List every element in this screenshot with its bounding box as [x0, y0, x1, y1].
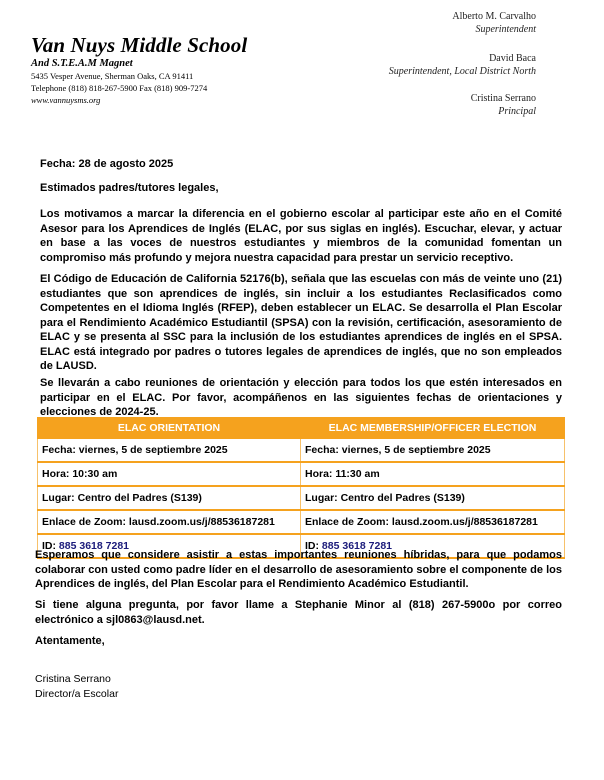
staff-name: David Baca	[489, 53, 536, 64]
table-cell-zoom-link[interactable]: Enlace de Zoom: lausd.zoom.us/j/88536187281	[38, 510, 301, 534]
table-row	[38, 439, 565, 463]
letter-contact-paragraph: Si tiene alguna pregunta, por favor llame a Stephanie Minor al (818) 267-5900o por correo electrónico a sjl0863@lausd.net.	[35, 599, 562, 626]
letter-paragraph: El Código de Educación de California 52176(b), señala que las escuelas con más de veinte uno (21) estudiantes que son aprendices de inglés, sin incluir a los estudiantes Reclasificados como Competentes en el Idioma Inglés (RFEP), deben establecer un ELAC. Se desarrolla el Plan Escolar para el Rendimiento Académico Estudiantil (SPSA) con la revisión, certificación, asesoramiento de ELAC y se presenta al SSC para la inclusión de los estudiantes aprendices de inglés en el SPSA. ELAC está integrado por padres o tutores legales de aprendices de inglés, que no son empleados de LAUSD.	[40, 273, 562, 372]
school-name: Van Nuys Middle School	[31, 33, 248, 57]
staff-superintendent	[452, 10, 536, 36]
staff-role: Superintendent, Local District North	[388, 66, 536, 77]
table-row	[38, 462, 565, 486]
staff-local-district	[389, 52, 536, 78]
letter-paragraph: Los motivamos a marcar la diferencia en el gobierno escolar al participar este año en el Comité Asesor para los Aprendices de Inglés (ELAC, por sus siglas en inglés). Escuchar, elevar, y actuar en base a las voces de nuestros estudiantes y miembros de la comunidad fomentan un compromiso más profundo y mejora nuestra capacidad para prestar un servicio receptivo.	[40, 208, 562, 264]
staff-role: Superintendent	[475, 24, 536, 35]
table-header-row	[38, 418, 565, 439]
school-website[interactable]: www.vannuysms.org	[31, 95, 101, 105]
staff-principal	[471, 92, 536, 118]
id-label: ID:	[305, 540, 319, 552]
table-cell: Lugar: Centro del Padres (S139)	[38, 486, 301, 510]
sessions-table	[37, 417, 565, 559]
meeting-id: 885 3618 7281	[321, 540, 392, 552]
table-cell: Lugar: Centro del Padres (S139)	[301, 486, 565, 510]
table-row	[38, 486, 565, 510]
staff-name: Alberto M. Carvalho	[452, 11, 536, 22]
letter-greeting: Estimados padres/tutores legales,	[40, 182, 219, 194]
column-header-election: ELAC MEMBERSHIP/OFFICER ELECTION	[301, 418, 565, 439]
school-phone: Telephone (818) 818-267-5900 Fax (818) 909-7274	[31, 83, 208, 93]
letter-sign-off: Atentamente,	[35, 635, 105, 647]
letter-paragraph: Se llevarán a cabo reuniones de orientación y elección para todos los que estén interesados en participar en el ELAC. Por favor, acompáñenos en las siguientes fechas de orientaciones y elecciones de 2024-25.	[40, 377, 562, 418]
school-address: 5435 Vesper Avenue, Sherman Oaks, CA 91411	[31, 71, 194, 81]
table-cell-zoom-link[interactable]: Enlace de Zoom: lausd.zoom.us/j/88536187281	[301, 510, 565, 534]
staff-name: Cristina Serrano	[470, 93, 536, 104]
id-label: ID:	[42, 540, 56, 552]
table-cell: Fecha: viernes, 5 de septiembre 2025	[301, 439, 565, 463]
staff-role: Principal	[498, 106, 536, 117]
meeting-id: 885 3618 7281	[58, 540, 129, 552]
letter-date: Fecha: 28 de agosto 2025	[40, 158, 174, 170]
column-header-orientation: ELAC ORIENTATION	[38, 418, 301, 439]
table-cell: Hora: 10:30 am	[38, 462, 301, 486]
table-cell: Fecha: viernes, 5 de septiembre 2025	[38, 439, 301, 463]
signer-name: Cristina Serrano	[35, 673, 111, 685]
letter-paragraph: Esperamos que considere asistir a estas importantes reuniones híbridas, para que podamos colaborar con usted como padre líder en el desarrollo de asesoramiento sobre el componente de los Aprendices de inglés, del Plan Escolar para el Rendimiento Académico Estudiantil.	[35, 549, 562, 590]
table-cell: Hora: 11:30 am	[301, 462, 565, 486]
signer-title: Director/a Escolar	[35, 688, 119, 700]
magnet-subtitle: And S.T.E.A.M Magnet	[31, 58, 133, 69]
table-row	[38, 510, 565, 534]
